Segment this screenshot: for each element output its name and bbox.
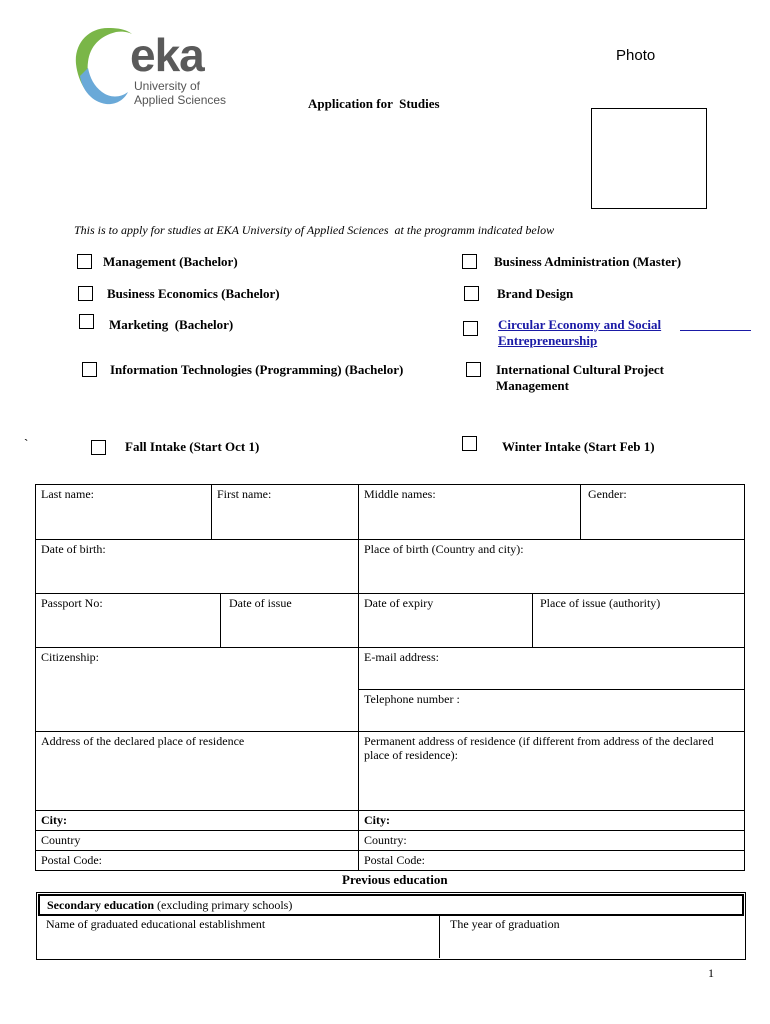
label-gender: Gender:: [588, 487, 627, 501]
field-address-permanent[interactable]: [358, 731, 745, 811]
label-place-of-birth: Place of birth (Country and city):: [364, 542, 524, 556]
intro-text: This is to apply for studies at EKA University of Applied Sciences at the programm indicated below: [74, 223, 555, 237]
label-date-of-birth: Date of birth:: [41, 542, 106, 556]
label-postal-left: Postal Code:: [41, 853, 103, 867]
checkbox-information-technologies[interactable]: [82, 362, 97, 377]
field-country-right[interactable]: [358, 830, 745, 851]
logo-line1: University of: [134, 79, 201, 93]
field-city-right[interactable]: [358, 810, 745, 831]
checkbox-fall-intake[interactable]: [91, 440, 106, 455]
field-citizenship[interactable]: [35, 647, 359, 732]
eka-logo: [70, 22, 230, 108]
checkbox-international-cultural[interactable]: [466, 362, 481, 377]
field-middle-names[interactable]: [358, 484, 581, 540]
option-marketing: Marketing (Bachelor): [109, 317, 234, 332]
field-address-declared[interactable]: [35, 731, 359, 811]
field-place-of-issue[interactable]: [532, 593, 745, 648]
label-first-name: First name:: [217, 487, 272, 501]
label-address-declared: Address of the declared place of residence: [41, 734, 245, 748]
option-circular-economy[interactable]: Circular Economy and Social Entrepreneurship: [498, 317, 662, 348]
checkbox-circular-economy[interactable]: [463, 321, 478, 336]
label-passport-no: Passport No:: [41, 596, 103, 610]
field-place-of-birth[interactable]: [358, 539, 745, 594]
field-country-left[interactable]: [35, 830, 359, 851]
secondary-education-header: [38, 894, 744, 916]
field-email[interactable]: [358, 647, 745, 690]
label-middle-names: Middle names:: [364, 487, 436, 501]
field-establishment[interactable]: [40, 915, 440, 958]
secondary-education-bold: Secondary education: [47, 898, 155, 912]
link-underline-extension: [680, 330, 751, 331]
label-address-permanent: Permanent address of residence (if different from address of the declared place of residence):: [364, 734, 714, 762]
previous-education-heading: Previous education: [342, 872, 448, 887]
field-date-of-expiry[interactable]: [358, 593, 533, 648]
option-fall-intake: Fall Intake (Start Oct 1): [125, 439, 260, 454]
label-postal-right: Postal Code:: [364, 853, 426, 867]
label-city-left: City:: [41, 813, 67, 827]
option-business-economics: Business Economics (Bachelor): [107, 286, 280, 301]
field-postal-left[interactable]: [35, 850, 359, 871]
option-information-technologies: Information Technologies (Programming) (Bachelor): [110, 362, 404, 377]
checkbox-management[interactable]: [77, 254, 92, 269]
field-date-of-birth[interactable]: [35, 539, 359, 594]
page-title: Application for Studies: [308, 96, 440, 111]
checkbox-marketing[interactable]: [79, 314, 94, 329]
logo-brand: eka: [130, 29, 204, 81]
field-graduation-year[interactable]: [440, 915, 744, 958]
stray-mark: `: [24, 436, 29, 451]
option-brand-design: Brand Design: [497, 286, 574, 301]
label-country-right: Country:: [364, 833, 407, 847]
checkbox-winter-intake[interactable]: [462, 436, 477, 451]
label-last-name: Last name:: [41, 487, 94, 501]
option-business-administration: Business Administration (Master): [494, 254, 682, 269]
option-management: Management (Bachelor): [103, 254, 238, 269]
photo-label: Photo: [616, 47, 656, 64]
label-graduation-year: The year of graduation: [450, 917, 560, 931]
option-winter-intake: Winter Intake (Start Feb 1): [502, 439, 655, 454]
label-city-right: City:: [364, 813, 390, 827]
field-telephone[interactable]: [358, 689, 745, 732]
label-date-of-issue: Date of issue: [229, 596, 292, 610]
checkbox-business-administration[interactable]: [462, 254, 477, 269]
label-establishment: Name of graduated educational establishment: [46, 917, 266, 931]
field-city-left[interactable]: [35, 810, 359, 831]
field-last-name[interactable]: [35, 484, 212, 540]
logo-line2: Applied Sciences: [134, 93, 227, 107]
field-postal-right[interactable]: [358, 850, 745, 871]
field-passport-no[interactable]: [35, 593, 221, 648]
label-email: E-mail address:: [364, 650, 439, 664]
label-telephone: Telephone number :: [364, 692, 460, 706]
secondary-education-note: (excluding primary schools): [154, 898, 293, 912]
label-date-of-expiry: Date of expiry: [364, 596, 434, 610]
checkbox-brand-design[interactable]: [464, 286, 479, 301]
page-number: 1: [708, 966, 714, 980]
field-date-of-issue[interactable]: [220, 593, 359, 648]
label-country-left: Country: [41, 833, 81, 847]
option-international-cultural: International Cultural Project Management: [496, 362, 665, 393]
label-place-of-issue: Place of issue (authority): [540, 596, 661, 610]
label-citizenship: Citizenship:: [41, 650, 99, 664]
photo-box: [591, 108, 707, 209]
field-first-name[interactable]: [211, 484, 359, 540]
field-gender[interactable]: [580, 484, 745, 540]
checkbox-business-economics[interactable]: [78, 286, 93, 301]
